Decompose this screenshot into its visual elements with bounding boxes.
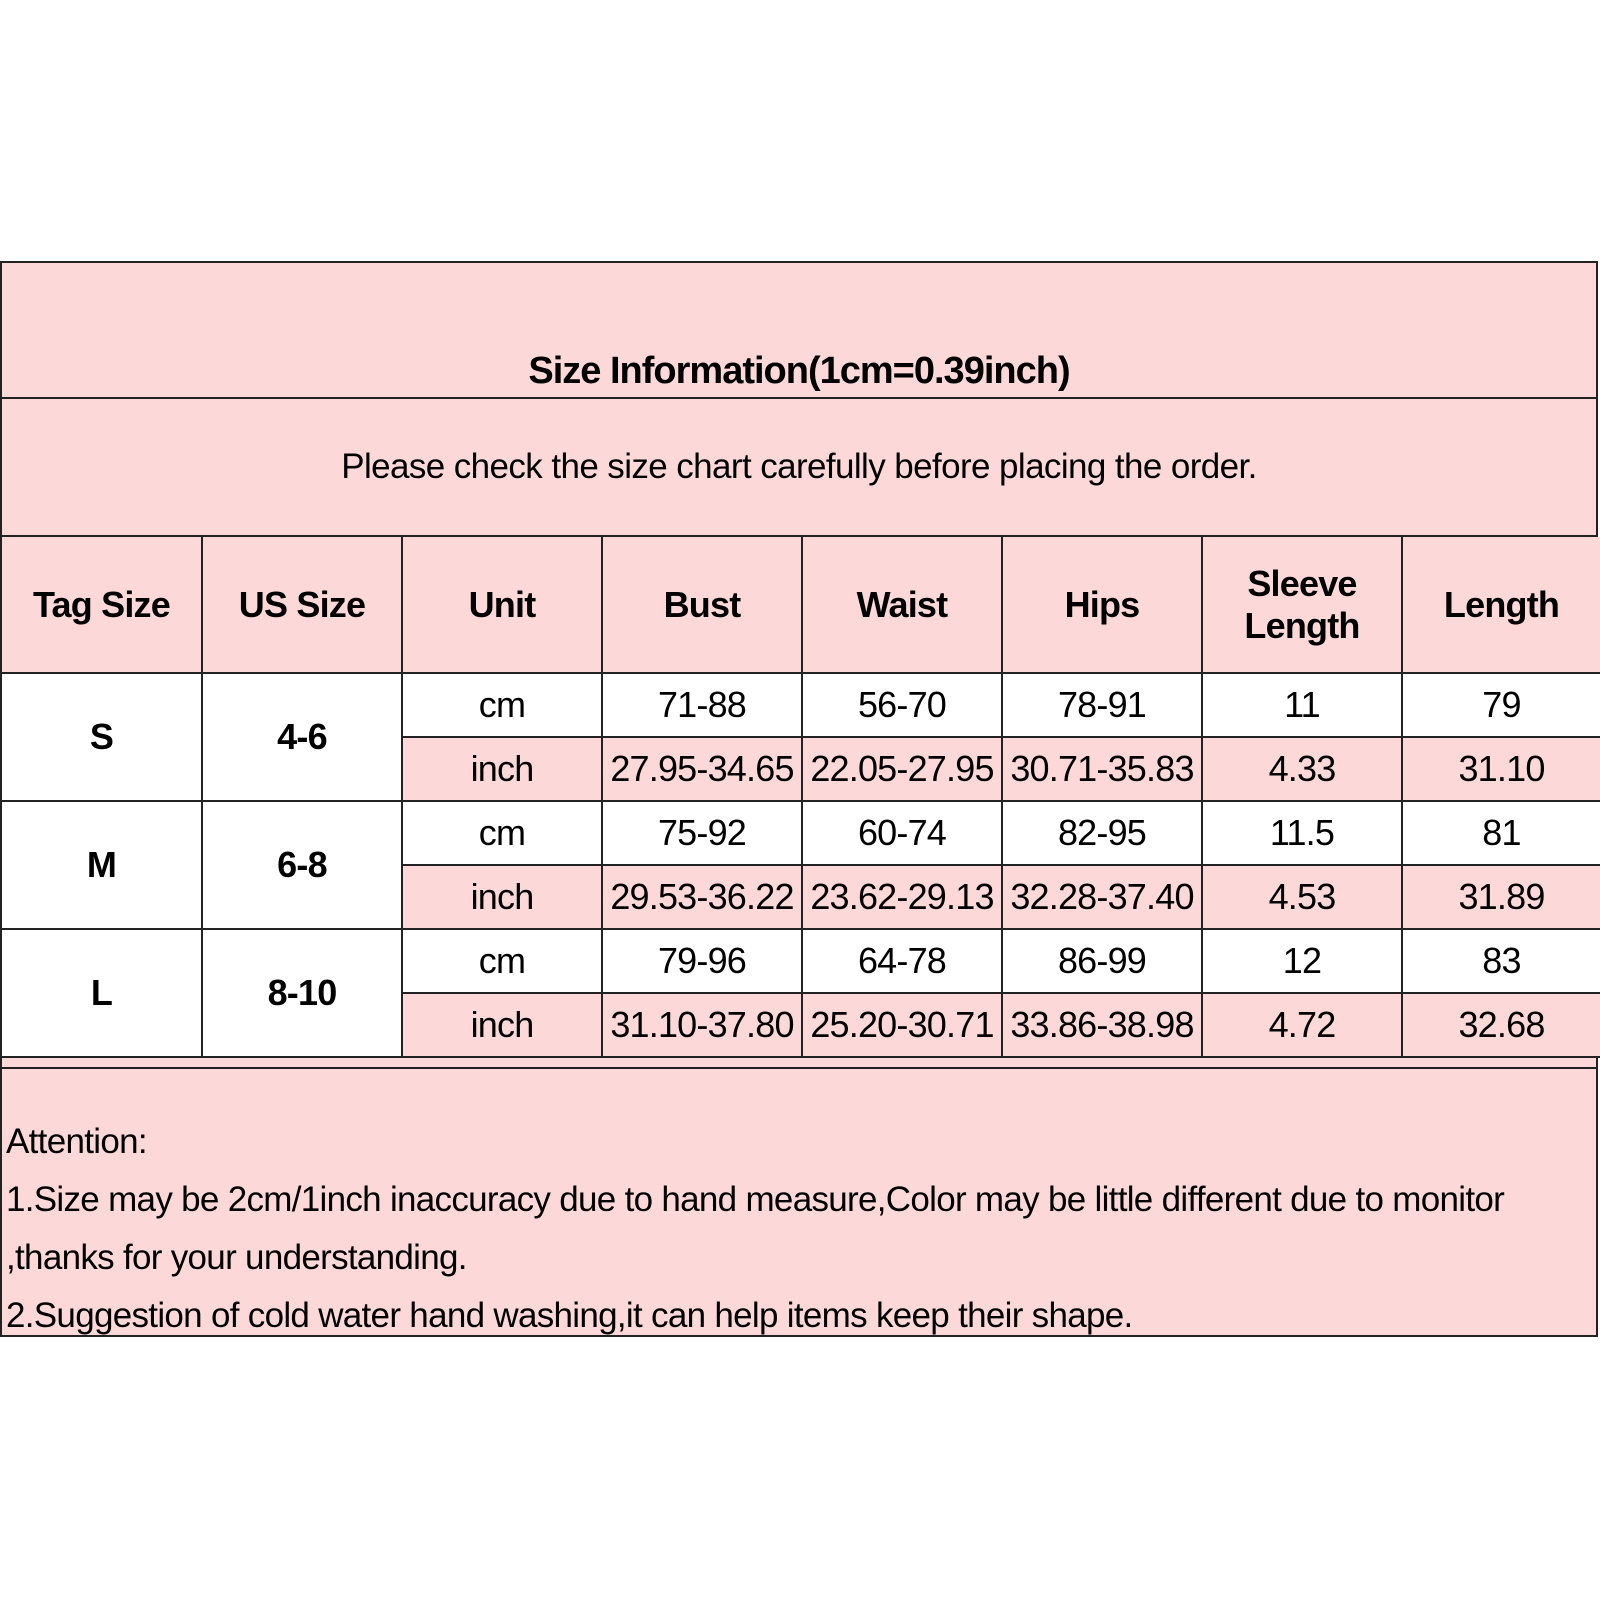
header-bust: Bust xyxy=(602,537,802,673)
sleeve-cell: 4.33 xyxy=(1202,737,1402,801)
header-sleeve-length: Sleeve Length xyxy=(1202,537,1402,673)
table-row-s-cm xyxy=(2,673,1600,737)
size-table xyxy=(2,537,1600,1058)
header-us-size: US Size xyxy=(202,537,402,673)
sleeve-cell: 11 xyxy=(1202,673,1402,737)
waist-cell: 56-70 xyxy=(802,673,1002,737)
us-size-l: 8-10 xyxy=(202,929,402,1057)
bust-cell: 27.95-34.65 xyxy=(602,737,802,801)
header-hips: Hips xyxy=(1002,537,1202,673)
sleeve-cell: 4.53 xyxy=(1202,865,1402,929)
header-row xyxy=(2,537,1600,673)
tag-size-m: M xyxy=(2,801,202,929)
bust-cell: 79-96 xyxy=(602,929,802,993)
notes-heading: Attention: xyxy=(6,1122,147,1161)
hips-cell: 86-99 xyxy=(1002,929,1202,993)
hips-cell: 33.86-38.98 xyxy=(1002,993,1202,1057)
hips-cell: 78-91 xyxy=(1002,673,1202,737)
note-line-2: 2.Suggestion of cold water hand washing,it can help items keep their shape. xyxy=(6,1296,1133,1335)
header-waist: Waist xyxy=(802,537,1002,673)
size-chart xyxy=(0,261,1598,1337)
bust-cell: 29.53-36.22 xyxy=(602,865,802,929)
length-cell: 83 xyxy=(1402,929,1600,993)
length-cell: 32.68 xyxy=(1402,993,1600,1057)
unit-cell: inch xyxy=(402,865,602,929)
unit-cell: cm xyxy=(402,929,602,993)
hips-cell: 82-95 xyxy=(1002,801,1202,865)
note-line-1: 1.Size may be 2cm/1inch inaccuracy due to hand measure,Color may be little different due to monitor ,thanks for your understanding. xyxy=(6,1180,1505,1277)
length-cell: 79 xyxy=(1402,673,1600,737)
bust-cell: 71-88 xyxy=(602,673,802,737)
waist-cell: 25.20-30.71 xyxy=(802,993,1002,1057)
waist-cell: 60-74 xyxy=(802,801,1002,865)
tag-size-s: S xyxy=(2,673,202,801)
unit-cell: inch xyxy=(402,737,602,801)
waist-cell: 22.05-27.95 xyxy=(802,737,1002,801)
waist-cell: 23.62-29.13 xyxy=(802,865,1002,929)
header-tag-size: Tag Size xyxy=(2,537,202,673)
length-cell: 81 xyxy=(1402,801,1600,865)
us-size-s: 4-6 xyxy=(202,673,402,801)
bust-cell: 75-92 xyxy=(602,801,802,865)
unit-cell: cm xyxy=(402,801,602,865)
sleeve-cell: 4.72 xyxy=(1202,993,1402,1057)
length-cell: 31.10 xyxy=(1402,737,1600,801)
table-row-l-cm xyxy=(2,929,1600,993)
attention-notes xyxy=(2,1067,1596,1337)
bust-cell: 31.10-37.80 xyxy=(602,993,802,1057)
waist-cell: 64-78 xyxy=(802,929,1002,993)
hips-cell: 30.71-35.83 xyxy=(1002,737,1202,801)
chart-subtitle: Please check the size chart carefully before placing the order. xyxy=(2,399,1596,537)
unit-cell: inch xyxy=(402,993,602,1057)
hips-cell: 32.28-37.40 xyxy=(1002,865,1202,929)
tag-size-l: L xyxy=(2,929,202,1057)
unit-cell: cm xyxy=(402,673,602,737)
header-length: Length xyxy=(1402,537,1600,673)
length-cell: 31.89 xyxy=(1402,865,1600,929)
sleeve-cell: 12 xyxy=(1202,929,1402,993)
us-size-m: 6-8 xyxy=(202,801,402,929)
chart-title: Size Information(1cm=0.39inch) xyxy=(2,263,1596,399)
header-unit: Unit xyxy=(402,537,602,673)
sleeve-cell: 11.5 xyxy=(1202,801,1402,865)
table-row-m-cm xyxy=(2,801,1600,865)
